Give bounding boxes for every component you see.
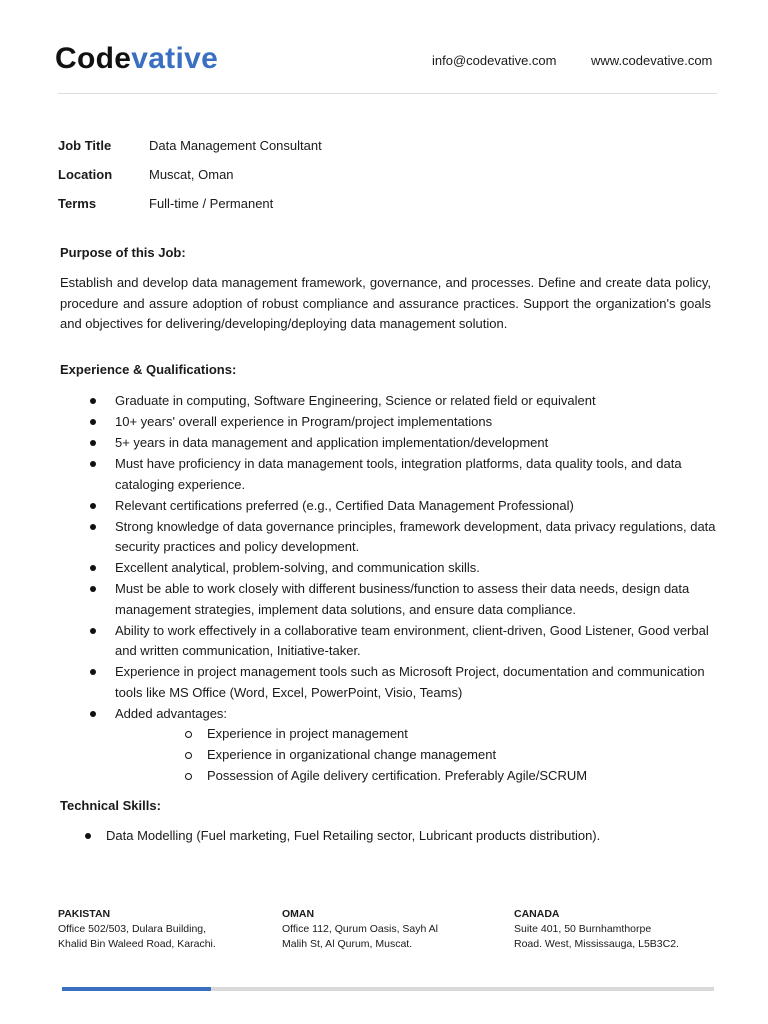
meta-value: Full-time / Permanent (149, 196, 274, 211)
logo-text-vative: vative (131, 42, 219, 75)
list-item (60, 579, 720, 620)
list-item-text: Must have proficiency in data management tools, integration platforms, data quality tools, and data cataloging experience. (115, 456, 682, 492)
office-address-line: Suite 401, 50 Burnhamthorpe (514, 923, 652, 935)
list-item (60, 826, 720, 846)
bullet-icon (90, 503, 96, 509)
contact-email[interactable]: info@codevative.com (432, 53, 557, 68)
sub-list-item-text: Experience in project management (207, 726, 408, 741)
company-logo (55, 42, 218, 76)
meta-label: Location (58, 167, 113, 182)
footer-accent-bar-highlight (62, 987, 211, 991)
meta-row-terms (58, 196, 718, 225)
list-item-text: 10+ years' overall experience in Program/project implementations (115, 414, 493, 429)
list-item (60, 621, 720, 662)
circle-bullet-icon (185, 773, 192, 780)
list-item (60, 496, 720, 517)
job-meta (58, 138, 718, 225)
bullet-icon (90, 524, 96, 530)
bullet-icon (90, 461, 96, 467)
advantages-sublist (115, 724, 720, 787)
office-country: PAKISTAN (58, 908, 111, 920)
list-item-text: Excellent analytical, problem-solving, and communication skills. (115, 560, 480, 575)
office-address-line: Malih St, Al Qurum, Muscat. (282, 938, 413, 950)
list-item-text: Ability to work effectively in a collaborative team environment, client-driven, Good Listener, Good verbal and written communication, Initiative-taker. (115, 622, 709, 658)
bullet-icon (90, 628, 96, 634)
list-item (60, 704, 720, 787)
list-item (60, 558, 720, 579)
header (55, 38, 717, 94)
list-item (60, 391, 720, 412)
office-country: CANADA (514, 908, 560, 920)
meta-label: Job Title (58, 138, 112, 153)
meta-value: Data Management Consultant (149, 138, 322, 153)
footer-office-canada (514, 907, 724, 952)
office-address-line: Khalid Bin Waleed Road, Karachi. (58, 938, 216, 950)
purpose-paragraph: Establish and develop data management framework, governance, and processes. Define and create data policy, procedure and assure adoption of robust compliance and assurance practices. Support the organization's goals and objectives for delivering/developing/deploying data management solution. (60, 275, 711, 331)
list-item-text: Strong knowledge of data governance principles, framework development, data privacy regulations, data security practices and policy development. (115, 518, 716, 554)
bullet-icon (90, 440, 96, 446)
meta-label: Terms (58, 196, 97, 211)
list-item-text: 5+ years in data management and application implementation/development (115, 435, 549, 450)
office-address-line: Office 112, Qurum Oasis, Sayh Al (282, 923, 439, 935)
list-item-text: Graduate in computing, Software Engineering, Science or related field or equivalent (115, 393, 596, 408)
header-divider (58, 93, 717, 94)
list-item (60, 433, 720, 454)
technical-skills-heading: Technical Skills: (60, 798, 161, 813)
circle-bullet-icon (185, 752, 192, 759)
purpose-heading: Purpose of this Job: (60, 245, 186, 260)
list-item-text: Experience in project management tools such as Microsoft Project, documentation and communication tools like MS Office (Word, Excel, PowerPoint, Visio, Teams) (115, 664, 705, 700)
sub-list-item (60, 724, 720, 745)
contact-website[interactable]: www.codevative.com (591, 53, 713, 68)
list-item (60, 662, 720, 703)
office-address-line: Office 502/503, Dulara Building, (58, 923, 207, 935)
bullet-icon (90, 586, 96, 592)
sub-list-item (60, 766, 720, 787)
bullet-icon (90, 669, 96, 675)
list-item-text: Added advantages: (115, 705, 228, 721)
office-country: OMAN (282, 908, 315, 920)
footer-accent-bar (62, 987, 714, 991)
sub-list-item (60, 745, 720, 766)
list-item-text: Relevant certifications preferred (e.g., Certified Data Management Professional) (115, 497, 574, 513)
technical-skills-list (60, 826, 720, 846)
bullet-icon (90, 419, 96, 425)
list-item (60, 412, 720, 433)
list-item (60, 517, 720, 558)
meta-row-job-title (58, 138, 718, 167)
bullet-icon (90, 398, 96, 404)
experience-list (60, 391, 720, 787)
list-item (60, 454, 720, 495)
office-address-line: Road. West, Mississauga, L5B3C2. (514, 938, 679, 950)
experience-heading: Experience & Qualifications: (60, 362, 237, 377)
footer-office-pakistan (58, 907, 268, 952)
sub-list-item-text: Experience in organizational change management (207, 747, 497, 762)
bullet-icon (85, 833, 91, 839)
list-item-text: Must be able to work closely with different business/function to assess their data needs, design data management strategies, implement data solutions, and ensure data compliance. (115, 581, 690, 617)
circle-bullet-icon (185, 731, 192, 738)
list-item-text: Data Modelling (Fuel marketing, Fuel Retailing sector, Lubricant products distribution). (106, 828, 601, 843)
bullet-icon (90, 565, 96, 571)
footer-office-oman (282, 907, 492, 952)
meta-row-location (58, 167, 718, 196)
meta-value: Muscat, Oman (149, 167, 234, 182)
bullet-icon (90, 711, 96, 717)
sub-list-item-text: Possession of Agile delivery certification. Preferably Agile/SCRUM (207, 768, 588, 783)
logo-text-code: Code (55, 42, 132, 75)
